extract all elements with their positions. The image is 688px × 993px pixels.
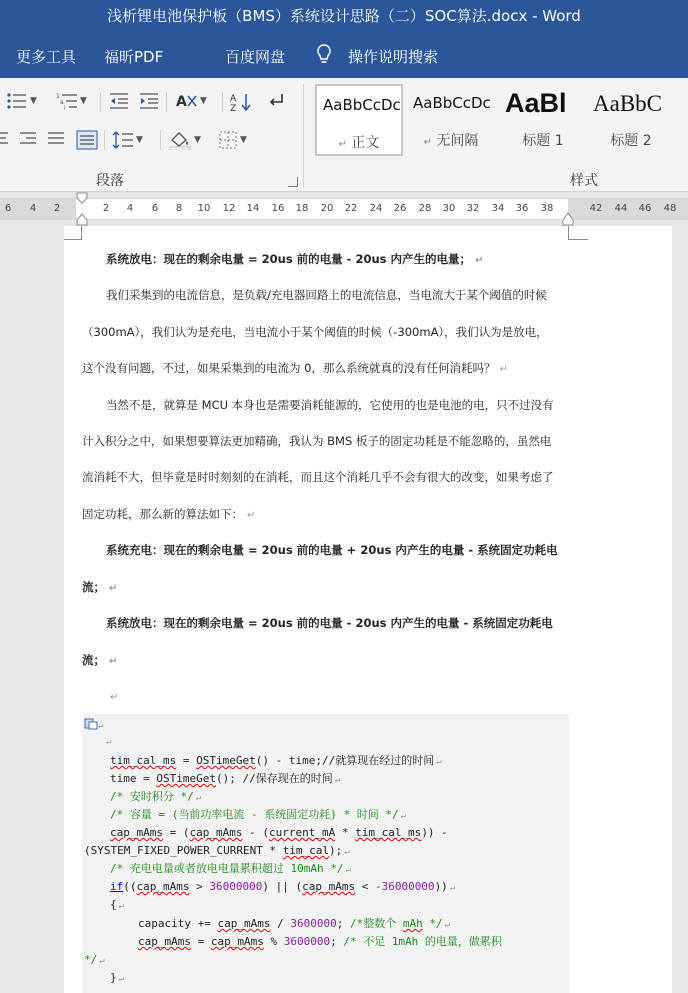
borders-button[interactable]: [218, 130, 247, 150]
lightbulb-icon: [316, 44, 332, 66]
menu-more-tools[interactable]: 更多工具: [16, 48, 77, 66]
style-normal[interactable]: [315, 84, 403, 156]
ruler-tick: 2: [102, 203, 110, 214]
paragraph: 系统放电：现在的剩余电量 = 20us 前的电量 - 20us 内产生的电量 - 系统固定功耗电: [106, 616, 553, 630]
paragraph: 流； ↵: [82, 653, 118, 667]
style-heading-2[interactable]: [587, 84, 675, 156]
style-sample: AaBbCcDc: [323, 96, 401, 114]
paint-bucket-icon: [168, 130, 192, 150]
code-line: tim_cal_ms = OSTimeGet() - time;//就算现在经过的时间 ↵: [110, 754, 442, 767]
bullet-list-icon: [6, 92, 28, 110]
chevron-down-icon: ▼: [194, 135, 201, 145]
paste-options-icon[interactable]: [84, 718, 98, 730]
window-title: 浅析锂电池保护板（BMS）系统设计思路（二）SOC算法.docx - Word: [107, 7, 581, 25]
asian-layout-icon: [176, 92, 198, 110]
style-name: 标题 1: [522, 133, 564, 149]
code-line: if((cap_mAms > 36000000) || (cap_mAms < -36000000)) ↵: [110, 880, 456, 893]
ruler-tick: 20: [320, 203, 334, 214]
ribbon-separator: [160, 130, 161, 150]
align-right-button[interactable]: [18, 130, 38, 148]
styles-gallery: [315, 84, 688, 156]
ruler-tick: 4: [126, 203, 134, 214]
crop-mark: [64, 226, 82, 240]
align-right-icon: [18, 130, 38, 148]
ribbon: [0, 78, 688, 192]
chevron-down-icon: ▼: [80, 96, 87, 106]
ruler-tick: 48: [663, 203, 677, 214]
horizontal-ruler[interactable]: [0, 192, 688, 226]
paragraph: 系统放电：现在的剩余电量 = 20us 前的电量 - 20us 内产生的电量； ↵: [106, 252, 484, 266]
chevron-down-icon: ▼: [240, 135, 247, 145]
menu-baidu-netdisk[interactable]: 百度网盘: [225, 48, 286, 66]
paragraph: 系统充电：现在的剩余电量 = 20us 前的电量 + 20us 内产生的电量 - 系统固定功耗电: [106, 543, 558, 557]
paragraph: 流； ↵: [82, 580, 118, 594]
ruler-tick: 36: [515, 203, 529, 214]
code-comment: */ ↵: [84, 953, 105, 966]
ruler-tick: 30: [442, 203, 456, 214]
style-sample: AaBl: [505, 88, 567, 118]
multilevel-list-button[interactable]: [56, 92, 87, 110]
code-line: cap_mAms = (cap_mAms - (current_mA * tim_cal_ms)) -: [110, 826, 448, 839]
ruler-tick: 4: [29, 203, 37, 214]
distributed-icon: [76, 130, 98, 150]
chevron-down-icon: ▼: [30, 96, 37, 106]
ruler-tick: 22: [344, 203, 358, 214]
ruler-tick: 12: [222, 203, 236, 214]
chevron-down-icon: ▼: [136, 135, 143, 145]
ruler-tick: 28: [418, 203, 432, 214]
return-mark: ↵: [98, 721, 104, 731]
ruler-tick: 16: [271, 203, 285, 214]
ribbon-separator: [104, 130, 105, 150]
paragraph: 流消耗不大，但毕竟是时时刻刻的在消耗，而且这个消耗几乎不会有很大的改变，如果考虑了: [82, 470, 554, 484]
numbering-button[interactable]: [6, 92, 37, 110]
menu-bar: [0, 32, 688, 78]
title-bar: [0, 0, 688, 32]
style-name: ↵ 正文: [338, 135, 380, 151]
ribbon-group-separator: [303, 84, 304, 188]
ruler-tick: 2: [53, 203, 61, 214]
ruler-tick: 32: [466, 203, 480, 214]
right-indent-marker-icon[interactable]: [562, 210, 574, 226]
ruler-tick: 18: [295, 203, 309, 214]
svg-text:Z: Z: [230, 104, 237, 112]
code-comment: /* 安时积分 */ ↵: [110, 790, 202, 803]
ruler-tick: 24: [369, 203, 383, 214]
asian-layout-button[interactable]: [176, 92, 207, 110]
paragraph: 固定功耗，那么新的算法如下： ↵: [82, 507, 256, 521]
justify-icon: [46, 130, 66, 148]
ribbon-separator: [100, 92, 101, 112]
paragraph-group-label: 段落: [96, 173, 124, 189]
borders-icon: [218, 130, 238, 150]
ruler-tick: 34: [491, 203, 505, 214]
show-formatting-button[interactable]: [266, 92, 286, 110]
distributed-button[interactable]: [76, 130, 98, 150]
style-name: 标题 2: [610, 133, 652, 149]
paragraph: 我们采集到的电流信息，是负载/充电器回路上的电流信息，当电流大于某个阈值的时候: [106, 288, 547, 302]
decrease-indent-icon: [108, 92, 130, 110]
ribbon-separator: [222, 92, 223, 112]
code-line: capacity += cap_mAms / 3600000; /*整数个 mAh */ ↵: [138, 917, 450, 930]
paragraph: 当然不是，就算是 MCU 本身也是需要消耗能源的，它使用的也是电池的电，只不过没有: [106, 398, 554, 412]
code-line: time = OSTimeGet(); //保存现在的时间 ↵: [110, 772, 341, 785]
paragraph-dialog-launcher-icon[interactable]: [288, 177, 298, 187]
svg-text:A: A: [230, 94, 237, 104]
paragraph: 计入积分之中，如果想要算法更加精确，我认为 BMS 板子的固定功耗是不能忽略的，虽然电: [82, 434, 552, 448]
chevron-down-icon: ▼: [200, 96, 207, 106]
ruler-tick: 38: [540, 203, 554, 214]
code-line: (SYSTEM_FIXED_POWER_CURRENT * tim_cal); ↵: [84, 844, 350, 857]
crop-mark: [568, 226, 588, 240]
document-page[interactable]: [64, 226, 672, 993]
ruler-left-margin: [0, 198, 76, 220]
decrease-indent-button[interactable]: [108, 92, 130, 110]
sort-button[interactable]: [230, 92, 252, 112]
return-mark: ↵: [106, 737, 112, 747]
ruler-tick: 42: [589, 203, 603, 214]
style-heading-1[interactable]: [499, 84, 587, 156]
ruler-tick: 6: [151, 203, 159, 214]
shading-button[interactable]: [168, 130, 201, 150]
code-line: cap_mAms = cap_mAms % 3600000; /* 不足 1mAh 的电量，做累积: [138, 935, 502, 948]
code-line: } ↵: [110, 971, 125, 984]
align-left-icon: [0, 130, 10, 148]
style-sample: AaBbC: [593, 91, 662, 116]
code-line: { ↵: [110, 898, 125, 911]
svg-text:a: a: [60, 99, 64, 106]
line-spacing-button[interactable]: [112, 130, 143, 150]
ruler-tick: 8: [175, 203, 183, 214]
multilevel-list-icon: [56, 92, 78, 110]
styles-group-label: 样式: [570, 173, 598, 189]
tell-me-search[interactable]: 操作说明搜索: [348, 48, 439, 66]
sort-icon: [230, 92, 252, 112]
style-name: ↵ 无间隔: [423, 133, 479, 149]
ruler-tick: 46: [638, 203, 652, 214]
menu-foxit-pdf[interactable]: 福昕PDF: [104, 48, 164, 66]
style-sample: AaBbCcDc: [413, 94, 491, 112]
line-spacing-icon: [112, 130, 134, 150]
svg-text:A: A: [176, 94, 187, 110]
ruler-tick: 14: [246, 203, 260, 214]
code-block[interactable]: [82, 714, 569, 993]
ruler-tick: 6: [4, 203, 12, 214]
paragraph: 这个没有问题，不过，如果采集到的电流为 0，那么系统就真的没有任何消耗吗？ ↵: [82, 361, 508, 375]
code-comment: /* 容量 = (当前功率电流 - 系统固定功耗) * 时间 */ ↵: [110, 808, 407, 821]
justify-button[interactable]: [46, 130, 66, 148]
align-left-button[interactable]: [0, 130, 10, 148]
increase-indent-icon: [138, 92, 160, 110]
ruler-tick: 44: [614, 203, 628, 214]
code-comment: /* 充电电量或者放电电量累积超过 10mAh */ ↵: [110, 862, 351, 875]
ruler-tick: 10: [197, 203, 211, 214]
increase-indent-button[interactable]: [138, 92, 160, 110]
style-no-spacing[interactable]: [407, 84, 495, 156]
svg-text:1: 1: [56, 93, 60, 100]
empty-paragraph: ↵: [110, 692, 119, 703]
paragraph-mark-icon: [266, 92, 286, 110]
svg-text:i: i: [64, 105, 66, 110]
paragraph: （300mA），我们认为是充电，当电流小于某个阈值的时候（-300mA），我们认为是放电，: [82, 325, 548, 339]
ribbon-separator: [166, 92, 167, 112]
ruler-tick: 26: [393, 203, 407, 214]
indent-marker-icon[interactable]: [76, 192, 88, 226]
